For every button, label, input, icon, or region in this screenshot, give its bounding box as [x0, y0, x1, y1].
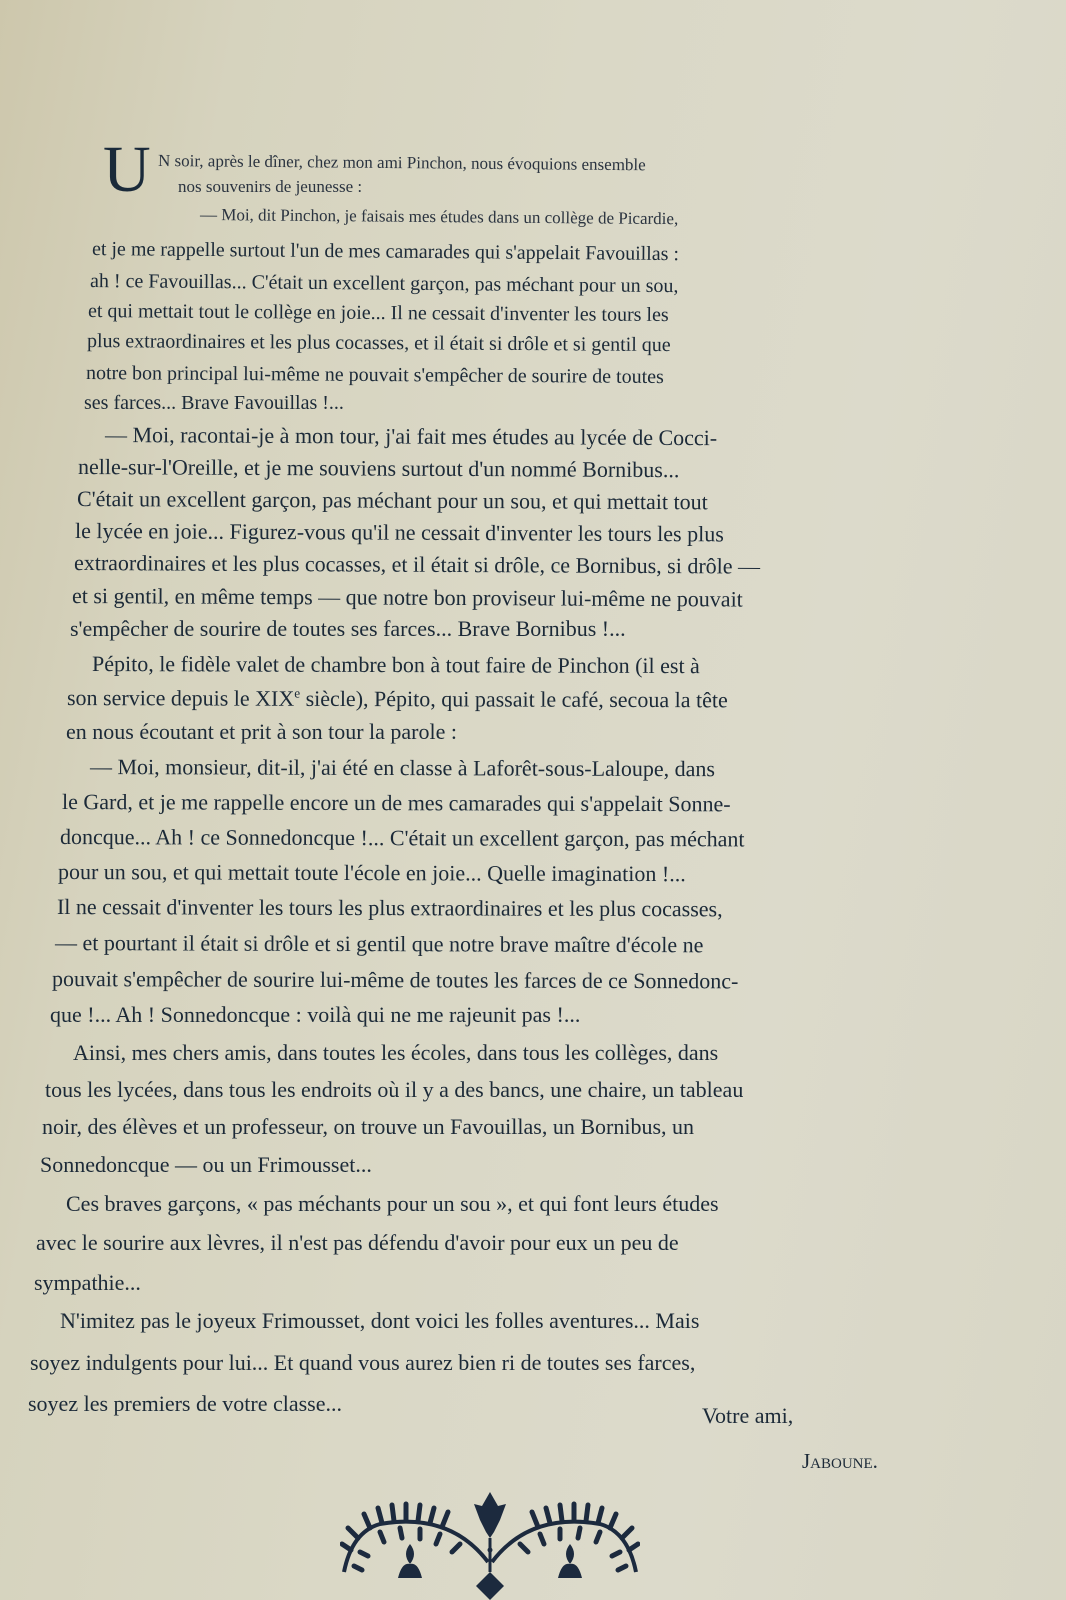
text-line: ses farces... Brave Favouillas !... — [84, 392, 344, 414]
text-line: extraordinaires et les plus cocasses, et il était si drôle, ce Bornibus, si drôle — — [73, 550, 761, 579]
text-line: nos souvenirs de jeunesse : — [178, 177, 363, 196]
text-line: le Gard, et je me rappelle encore un de mes camarades qui s'appelait Sonne- — [61, 789, 731, 817]
text-line: son service depuis le XIXe siècle), Pépito, qui passait le café, secoua la tête — [66, 685, 728, 713]
signature-salutation: Votre ami, — [702, 1403, 794, 1428]
text-line: N'imitez pas le joyeux Frimousset, dont voici les folles aventures... Mais — [60, 1308, 700, 1333]
text-line: Ainsi, mes chers amis, dans toutes les écoles, dans tous les collèges, dans — [73, 1040, 719, 1065]
floral-vignette-icon — [340, 1492, 640, 1600]
text-line: — Moi, dit Pinchon, je faisais mes études dans un collège de Picardie, — [199, 205, 679, 229]
drop-cap: U — [103, 133, 151, 206]
text-line: soyez indulgents pour lui... Et quand vous aurez bien ri de toutes ses farces, — [30, 1350, 696, 1375]
text-line: Sonnedoncque — ou un Frimousset... — [40, 1152, 372, 1177]
text-line: le lycée en joie... Figurez-vous qu'il ne cessait d'inventer les tours les plus — [74, 518, 724, 547]
text-line: pouvait s'empêcher de sourire lui-même de toutes les farces de ce Sonnedonc- — [51, 966, 739, 994]
text-line: plus extraordinaires et les plus cocasses, et il était si drôle et si gentil que — [86, 330, 671, 357]
text-line: et si gentil, en même temps — que notre bon proviseur lui-même ne pouvait — [71, 583, 743, 612]
text-line: avec le sourire aux lèvres, il n'est pas défendu d'avoir pour eux un peu de — [36, 1230, 679, 1255]
text-line: pour un sou, et qui mettait toute l'école en joie... Quelle imagination !... — [57, 859, 686, 887]
superscript: e — [294, 685, 301, 701]
text-line: s'empêcher de sourire de toutes ses farces... Brave Bornibus !... — [70, 616, 626, 641]
text-line: sympathie... — [34, 1270, 141, 1295]
text-line: — Moi, monsieur, dit-il, j'ai été en classe à Laforêt-sous-Laloupe, dans — [89, 754, 716, 782]
text-line: C'était un excellent garçon, pas méchant pour un sou, et qui mettait tout — [76, 486, 708, 515]
text-line: — et pourtant il était si drôle et si gentil que notre brave maître d'école ne — [54, 930, 704, 958]
text-line: et qui mettait tout le collège en joie... Il ne cessait d'inventer les tours les — [87, 300, 669, 327]
text-line: ah ! ce Favouillas... C'était un excellent garçon, pas méchant pour un sou, — [89, 270, 679, 298]
text-line: doncque... Ah ! ce Sonnedoncque !... C'était un excellent garçon, pas méchant — [59, 824, 745, 852]
text-line: — Moi, racontai-je à mon tour, j'ai fait mes études au lycée de Cocci- — [104, 422, 718, 451]
text-line: soyez les premiers de votre classe... — [28, 1391, 342, 1416]
text-line: nelle-sur-l'Oreille, et je me souviens surtout d'un nommé Bornibus... — [77, 454, 680, 483]
text-line: et je me rappelle surtout l'un de mes camarades qui s'appelait Favouillas : — [91, 238, 680, 266]
signature-author: Jaboune. — [802, 1449, 878, 1473]
text-line: Il ne cessait d'inventer les tours les plus extraordinaires et les plus cocasses, — [56, 894, 723, 922]
text-line: tous les lycées, dans tous les endroits où il y a des bancs, une chaire, un tableau — [45, 1077, 744, 1102]
text-line: Ces braves garçons, « pas méchants pour un sou », et qui font leurs études — [66, 1191, 719, 1216]
text-line: N soir, après le dîner, chez mon ami Pinchon, nous évoquions ensemble — [157, 151, 646, 175]
text-line: que !... Ah ! Sonnedoncque : voilà qui ne me rajeunit pas !... — [50, 1002, 581, 1027]
text-line: Pépito, le fidèle valet de chambre bon à tout faire de Pinchon (il est à — [91, 651, 700, 679]
text-line: noir, des élèves et un professeur, on trouve un Favouillas, un Bornibus, un — [42, 1114, 695, 1139]
text-line: notre bon principal lui-même ne pouvait s'empêcher de sourire de toutes — [85, 362, 664, 389]
text-line: en nous écoutant et prit à son tour la parole : — [66, 719, 457, 744]
